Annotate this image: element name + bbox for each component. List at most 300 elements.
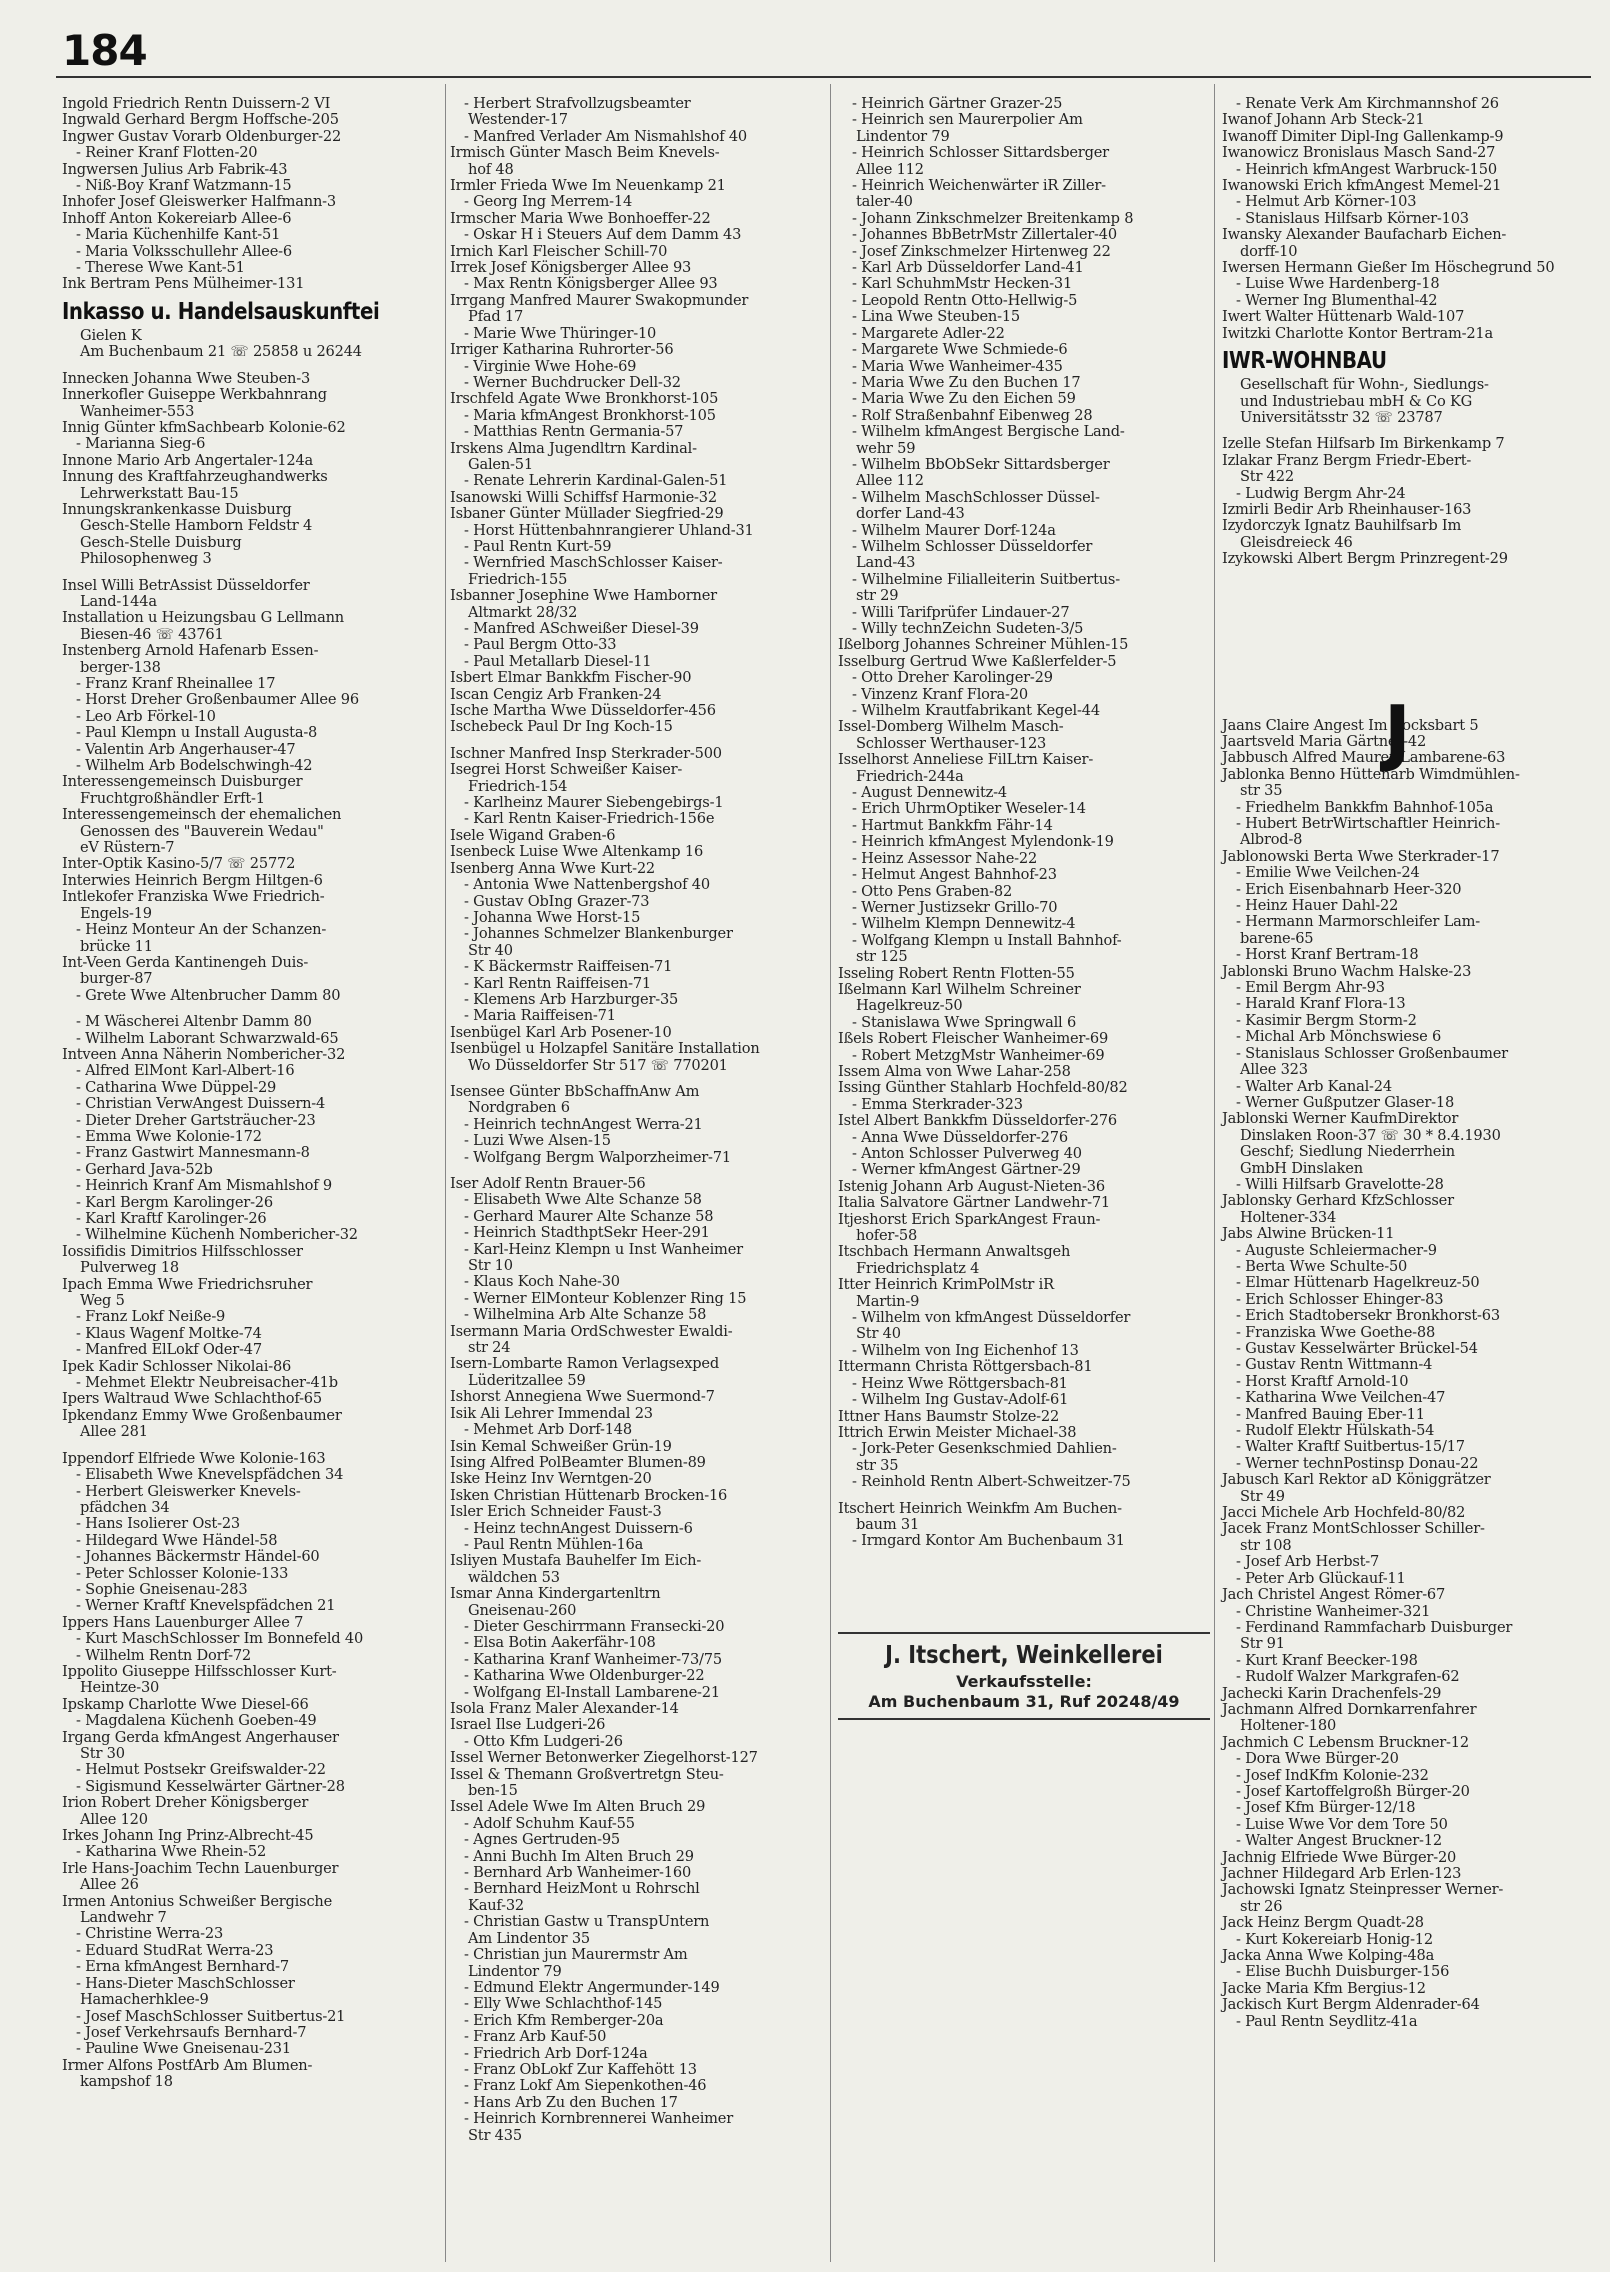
directory-entry: Irmer Alfons PostfArb Am Blumen- (62, 2056, 313, 2074)
directory-entry: - Josef MaschSchlosser Suitbertus-21 (76, 2007, 346, 2025)
directory-entry: - Karl Bergm Karolinger-26 (76, 1193, 273, 1211)
directory-entry: - Dieter Geschirrmann Fransecki-20 (464, 1617, 725, 1635)
directory-entry: Wanheimer-553 (80, 402, 195, 420)
directory-entry: - Paul Rentn Kurt-59 (464, 537, 612, 555)
directory-entry: Italia Salvatore Gärtner Landwehr-71 (838, 1194, 1111, 1212)
directory-entry: Irskens Alma Jugendltrn Kardinal- (450, 439, 697, 457)
directory-entry: - Heinz Wwe Röttgersbach-81 (852, 1374, 1068, 1392)
directory-entry: - Gustav Kesselwärter Brückel-54 (1236, 1340, 1478, 1357)
directory-entry: - Wilhelmina Arb Alte Schanze 58 (464, 1306, 707, 1324)
directory-entry: - Kurt Kranf Beecker-198 (1236, 1651, 1418, 1669)
directory-entry: Isern-Lombarte Ramon Verlagsexped (450, 1355, 719, 1373)
directory-entry: Isselburg Gertrud Wwe Kaßlerfelder-5 (838, 652, 1117, 670)
directory-entry: - Manfred Verlader Am Nismahlshof 40 (464, 127, 748, 145)
directory-entry: Irion Robert Dreher Königsberger (62, 1794, 309, 1812)
directory-entry: Jablonski Bruno Wachm Halske-23 (1222, 962, 1472, 980)
directory-entry: - Walter Kraftf Suitbertus-15/17 (1236, 1438, 1465, 1456)
directory-entry: - Magdalena Küchenh Goeben-49 (76, 1712, 317, 1730)
directory-entry: Irrek Josef Königsberger Allee 93 (450, 259, 692, 277)
directory-entry: - Renate Lehrerin Kardinal-Galen-51 (464, 472, 728, 490)
directory-entry: - M Wäscherei Altenbr Damm 80 (76, 1013, 312, 1031)
directory-entry: Ingwer Gustav Vorarb Oldenburger-22 (62, 127, 342, 145)
directory-entry: - Werner Kraftf Knevelspfädchen 21 (76, 1597, 336, 1615)
directory-entry: - Margarete Wwe Schmiede-6 (852, 341, 1068, 359)
directory-entry: str 108 (1240, 1536, 1292, 1554)
directory-entry: Ittermann Christa Röttgersbach-81 (838, 1358, 1093, 1376)
directory-entry: Isbanner Josephine Wwe Hamborner (450, 587, 717, 605)
directory-entry: Allee 112 (856, 472, 924, 490)
directory-entry: - Leopold Rentn Otto-Hellwig-5 (852, 291, 1078, 309)
directory-entry: Iwanof Johann Arb Steck-21 (1222, 111, 1425, 129)
directory-entry: - Wilhelm Arb Bodelschwingh-42 (76, 757, 313, 775)
directory-entry: - Luise Wwe Hardenberg-18 (1236, 275, 1440, 293)
directory-entry: Fruchtgroßhändler Erft-1 (80, 789, 265, 807)
directory-entry: Str 435 (468, 2126, 522, 2144)
directory-entry: - Hildegard Wwe Händel-58 (76, 1531, 278, 1549)
directory-column-2 (450, 96, 820, 2144)
directory-entry: Iwansky Alexander Baufacharb Eichen- (1222, 226, 1507, 244)
directory-entry: Interessengemeinsch der ehemalichen (62, 806, 342, 824)
directory-entry: Ipskamp Charlotte Wwe Diesel-66 (62, 1695, 309, 1713)
directory-entry: - Stanislawa Wwe Springwall 6 (852, 1013, 1077, 1031)
directory-entry: - Karl SchuhmMstr Hecken-31 (852, 275, 1073, 293)
directory-entry: Jachnig Elfriede Wwe Bürger-20 (1222, 1848, 1457, 1866)
directory-entry: - Wernfried MaschSchlosser Kaiser- (464, 554, 723, 572)
directory-entry: Land-43 (856, 554, 916, 572)
directory-entry: Dinslaken Roon-37 ☏ 30 * 8.4.1930 (1240, 1126, 1501, 1144)
directory-entry: - Wolfgang Klempn u Install Bahnhof- (852, 931, 1122, 949)
directory-entry: Iscan Cengiz Arb Franken-24 (450, 685, 662, 703)
directory-entry: Geschf; Siedlung Niederrhein (1240, 1143, 1455, 1161)
directory-entry: Istel Albert Bankkfm Düsseldorfer-276 (838, 1112, 1118, 1130)
directory-entry: - Irmgard Kontor Am Buchenbaum 31 (852, 1532, 1125, 1550)
directory-entry: - Christian VerwAngest Duissern-4 (76, 1095, 326, 1113)
directory-entry: Ische Martha Wwe Düsseldorfer-456 (450, 702, 716, 720)
directory-entry: Itschbach Hermann Anwaltsgeh (838, 1243, 1071, 1261)
directory-entry: Ipach Emma Wwe Friedrichsruher (62, 1275, 313, 1293)
directory-entry: Innerkofler Guiseppe Werkbahnrang (62, 386, 327, 404)
directory-entry: Izykowski Albert Bergm Prinzregent-29 (1222, 550, 1508, 568)
directory-entry: Intlekofer Franziska Wwe Friedrich- (62, 888, 325, 906)
directory-entry: - Valentin Arb Angerhauser-47 (76, 740, 296, 758)
directory-entry: hof 48 (468, 160, 514, 178)
directory-entry: Engels-19 (80, 904, 152, 922)
directory-entry: Jachmich C Lebensm Bruckner-12 (1222, 1733, 1469, 1751)
directory-entry: Iser Adolf Rentn Brauer-56 (450, 1175, 646, 1192)
directory-entry: - Agnes Gertruden-95 (464, 1831, 621, 1849)
directory-entry: - Jork-Peter Gesenkschmied Dahlien- (852, 1440, 1117, 1458)
directory-entry: Isbert Elmar Bankkfm Fischer-90 (450, 669, 692, 687)
directory-entry: wehr 59 (856, 439, 916, 457)
directory-entry: Iske Heinz Inv Werntgen-20 (450, 1470, 652, 1488)
directory-entry: Iwert Walter Hüttenarb Wald-107 (1222, 308, 1465, 326)
directory-entry: Ischner Manfred Insp Sterkrader-500 (450, 744, 722, 762)
directory-entry: Itjeshorst Erich SparkAngest Fraun- (838, 1210, 1101, 1228)
directory-entry: Ippers Hans Lauenburger Allee 7 (62, 1613, 304, 1631)
directory-entry: - Willi Tarifprüfer Lindauer-27 (852, 603, 1070, 621)
directory-entry: - Erich Kfm Remberger-20a (464, 2011, 664, 2029)
directory-entry: Hagelkreuz-50 (856, 997, 963, 1015)
directory-entry: Friedrich-155 (468, 570, 568, 588)
directory-entry: Friedrich-154 (468, 777, 568, 795)
directory-entry: Isele Wigand Graben-6 (450, 826, 616, 844)
directory-entry: Allee 26 (80, 1876, 139, 1894)
directory-column-3 (838, 96, 1208, 1550)
directory-entry: Lüderitzallee 59 (468, 1371, 586, 1389)
directory-entry: - Margarete Adler-22 (852, 324, 1005, 342)
directory-entry: Ink Bertram Pens Mülheimer-131 (62, 275, 305, 293)
directory-entry: Issel Adele Wwe Im Alten Bruch 29 (450, 1798, 706, 1816)
directory-entry: - Heinrich Kranf Am Mismahlshof 9 (76, 1177, 332, 1195)
directory-entry: - Klaus Wagenf Moltke-74 (76, 1324, 262, 1342)
directory-entry: Isin Kemal Schweißer Grün-19 (450, 1437, 672, 1455)
directory-entry: Ingwersen Julius Arb Fabrik-43 (62, 160, 288, 178)
directory-entry: - Auguste Schleiermacher-9 (1236, 1241, 1437, 1259)
directory-entry: Isegrei Horst Schweißer Kaiser- (450, 761, 683, 779)
directory-entry: - Elisabeth Wwe Knevelspfädchen 34 (76, 1466, 344, 1484)
directory-entry: - Luzi Wwe Alsen-15 (464, 1132, 611, 1150)
directory-entry: - Heinz Assessor Nahe-22 (852, 849, 1038, 867)
directory-entry: Ipkendanz Emmy Wwe Großenbaumer (62, 1406, 342, 1424)
directory-entry: Lindentor 79 (856, 127, 950, 145)
directory-entry: Isensee Günter BbSchaffnAnw Am (450, 1082, 700, 1100)
directory-entry: - Stanislaus Hilfsarb Körner-103 (1236, 209, 1469, 227)
directory-entry: Irkes Johann Ing Prinz-Albrecht-45 (62, 1827, 314, 1845)
directory-entry: - Hubert BetrWirtschaftler Heinrich- (1236, 815, 1500, 832)
directory-entry: - Erich Schlosser Ehinger-83 (1236, 1290, 1444, 1308)
directory-entry: Izelle Stefan Hilfsarb Im Birkenkamp 7 (1222, 435, 1505, 453)
directory-entry: - Elsa Botin Aakerfähr-108 (464, 1634, 656, 1652)
directory-entry: - Luise Wwe Vor dem Tore 50 (1236, 1815, 1448, 1833)
directory-entry: - Hans Arb Zu den Buchen 17 (464, 2093, 678, 2111)
directory-entry: - Herbert Strafvollzugsbeamter (464, 95, 691, 112)
directory-entry: - Werner Justizsekr Grillo-70 (852, 898, 1058, 916)
directory-entry: Allee 281 (80, 1423, 148, 1441)
directory-entry: Isbaner Günter Müllader Siegfried-29 (450, 505, 724, 523)
directory-entry: Ingwald Gerhard Bergm Hoffsche-205 (62, 111, 339, 129)
directory-entry: - Max Rentn Königsberger Allee 93 (464, 275, 718, 293)
directory-entry: - Bernhard HeizMont u Rohrschl (464, 1880, 700, 1898)
directory-entry: Friedrichsplatz 4 (856, 1259, 980, 1277)
directory-entry: Isler Erich Schneider Faust-3 (450, 1503, 662, 1521)
directory-entry: - Franz ObLokf Zur Kaffehött 13 (464, 2060, 697, 2078)
directory-entry: - Sigismund Kesselwärter Gärtner-28 (76, 1777, 345, 1795)
directory-entry: - Horst Hüttenbahnrangierer Uhland-31 (464, 521, 754, 539)
directory-entry: - Heinrich StadthptSekr Heer-291 (464, 1224, 710, 1242)
directory-entry: Iwersen Hermann Gießer Im Höschegrund 50 (1222, 259, 1555, 277)
directory-entry: Iwanowski Erich kfmAngest Memel-21 (1222, 177, 1502, 195)
directory-entry: Ingold Friedrich Rentn Duissern-2 VI (62, 95, 331, 112)
directory-entry: - Wilhelm Laborant Schwarzwald-65 (76, 1029, 339, 1047)
directory-entry: - Manfred ElLokf Oder-47 (76, 1341, 262, 1359)
directory-entry: Jack Heinz Bergm Quadt-28 (1222, 1914, 1424, 1932)
directory-entry: - Dieter Dreher Gartsträucher-23 (76, 1111, 316, 1129)
directory-entry: - Sophie Gneisenau-283 (76, 1580, 248, 1598)
directory-entry: Insel Willi BetrAssist Düsseldorfer (62, 576, 310, 594)
directory-entry: - Walter Arb Kanal-24 (1236, 1077, 1392, 1095)
ad-line1: Verkaufsstelle: (956, 1672, 1092, 1691)
directory-entry: - Marie Wwe Thüringer-10 (464, 324, 657, 342)
directory-entry: - Rudolf Elektr Hülskath-54 (1236, 1422, 1435, 1440)
directory-entry: - Alfred ElMont Karl-Albert-16 (76, 1062, 295, 1080)
directory-entry: - Oskar H i Steuers Auf dem Damm 43 (464, 226, 742, 244)
directory-entry: - Rudolf Walzer Markgrafen-62 (1236, 1668, 1460, 1686)
directory-entry: Issem Alma von Wwe Lahar-258 (838, 1062, 1071, 1080)
directory-entry: - Peter Arb Glückauf-11 (1236, 1569, 1406, 1587)
directory-entry: Jacci Michele Arb Hochfeld-80/82 (1222, 1504, 1466, 1522)
directory-entry: - Wilhelm von kfmAngest Düsseldorfer (852, 1309, 1131, 1327)
directory-entry: Ittrich Erwin Meister Michael-38 (838, 1423, 1077, 1441)
directory-entry: - Willy technZeichn Sudeten-3/5 (852, 620, 1084, 637)
directory-entry: Pfad 17 (468, 308, 524, 326)
directory-entry: Jabs Alwine Brücken-11 (1222, 1225, 1395, 1243)
directory-entry: - Heinrich kfmAngest Mylendonk-19 (852, 833, 1114, 851)
directory-entry: Gneisenau-260 (468, 1601, 577, 1619)
directory-entry: Iossifidis Dimitrios Hilfsschlosser (62, 1242, 303, 1260)
directory-entry: - Harald Kranf Flora-13 (1236, 995, 1406, 1013)
directory-entry: - Gerhard Maurer Alte Schanze 58 (464, 1207, 714, 1225)
directory-entry: eV Rüstern-7 (80, 839, 175, 857)
directory-entry: - Heinrich Gärtner Grazer-25 (852, 95, 1063, 112)
directory-entry: Ißelborg Johannes Schreiner Mühlen-15 (838, 636, 1129, 654)
directory-entry: - August Dennewitz-4 (852, 784, 1007, 802)
directory-entry: str 125 (856, 948, 908, 966)
directory-entry: - Willi Hilfsarb Gravelotte-28 (1236, 1175, 1444, 1193)
directory-entry: Instenberg Arnold Hafenarb Essen- (62, 642, 319, 660)
directory-entry: - Paul Rentn Seydlitz-41a (1236, 2012, 1418, 2030)
directory-entry: - Franz Kranf Rheinallee 17 (76, 675, 276, 692)
column-divider (830, 84, 831, 2262)
directory-entry: - Erna kfmAngest Bernhard-7 (76, 1958, 289, 1976)
directory-entry: Jablonsky Gerhard KfzSchlosser (1222, 1192, 1454, 1210)
directory-entry: - Franz Arb Kauf-50 (464, 2028, 607, 2046)
directory-entry: Interessengemeinsch Duisburger (62, 773, 303, 791)
directory-entry: - Heinrich Schlosser Sittardsberger (852, 144, 1109, 162)
directory-entry: Ittner Hans Baumstr Stolze-22 (838, 1407, 1060, 1425)
directory-entry: Inhofer Josef Gleiswerker Halfmann-3 (62, 193, 336, 211)
directory-entry: - Christian jun Maurermstr Am (464, 1946, 688, 1964)
directory-entry: Irrgang Manfred Maurer Swakopmunder (450, 291, 749, 309)
directory-entry: - Karl Rentn Raiffeisen-71 (464, 974, 652, 992)
directory-entry: hofer-58 (856, 1227, 918, 1245)
directory-entry: Iwanoff Dimiter Dipl-Ing Gallenkamp-9 (1222, 127, 1504, 145)
directory-entry: - Peter Schlosser Kolonie-133 (76, 1564, 289, 1582)
directory-entry: - Werner ElMonteur Koblenzer Ring 15 (464, 1289, 747, 1307)
directory-entry: - Josef Kfm Bürger-12/18 (1236, 1799, 1416, 1817)
directory-entry: - Johanna Wwe Horst-15 (464, 908, 641, 926)
directory-entry: Irmler Frieda Wwe Im Neuenkamp 21 (450, 177, 726, 195)
directory-entry: Jaartsveld Maria Gärtner-42 (1222, 732, 1427, 750)
page-number: 184 (62, 26, 147, 75)
directory-entry: - Katharina Wwe Veilchen-47 (1236, 1389, 1446, 1407)
directory-entry: - Josef IndKfm Kolonie-232 (1236, 1766, 1429, 1784)
directory-entry: Gesch-Stelle Hamborn Feldstr 4 (80, 517, 313, 535)
directory-entry: Isliyen Mustafa Bauhelfer Im Eich- (450, 1552, 702, 1570)
directory-entry: Inhoff Anton Kokereiarb Allee-6 (62, 209, 292, 227)
directory-entry: Inter-Optik Kasino-5/7 ☏ 25772 (62, 855, 296, 873)
directory-entry: - Erich Stadtobersekr Bronkhorst-63 (1236, 1307, 1500, 1325)
directory-entry: - Pauline Wwe Gneisenau-231 (76, 2040, 291, 2058)
directory-entry: - Gustav ObIng Grazer-73 (464, 892, 650, 910)
directory-entry: - Georg Ing Merrem-14 (464, 193, 633, 211)
directory-entry: - Stanislaus Schlosser Großenbaumer (1236, 1044, 1508, 1062)
directory-entry: - Maria Volksschullehr Allee-6 (76, 242, 292, 260)
directory-entry: - Klaus Koch Nahe-30 (464, 1273, 620, 1291)
directory-entry: Ismar Anna Kindergartenltrn (450, 1585, 661, 1603)
directory-entry: Gesellschaft für Wohn-, Siedlungs- (1240, 376, 1489, 394)
directory-entry: - Josef Zinkschmelzer Hirtenweg 22 (852, 242, 1111, 260)
directory-entry: Issel-Domberg Wilhelm Masch- (838, 718, 1064, 736)
directory-entry: Jaans Claire Angest Im Bocksbart 5 (1222, 716, 1479, 734)
directory-entry: - Ferdinand Rammfacharb Duisburger (1236, 1618, 1513, 1636)
directory-entry: Kauf-32 (468, 1896, 524, 1914)
directory-entry: Int-Veen Gerda Kantinengeh Duis- (62, 953, 309, 971)
directory-entry: - Elmar Hüttenarb Hagelkreuz-50 (1236, 1274, 1480, 1292)
directory-entry: - Horst Dreher Großenbaumer Allee 96 (76, 691, 359, 709)
directory-entry: GmbH Dinslaken (1240, 1159, 1363, 1177)
directory-entry: Jacka Anna Wwe Kolping-48a (1222, 1947, 1435, 1965)
directory-entry: Innungskrankenkasse Duisburg (62, 500, 292, 518)
directory-entry: - Leo Arb Förkel-10 (76, 707, 216, 725)
directory-entry: - Maria kfmAngest Bronkhorst-105 (464, 406, 716, 424)
directory-entry: Irgang Gerda kfmAngest Angerhauser (62, 1728, 339, 1746)
directory-entry: - Catharina Wwe Düppel-29 (76, 1078, 277, 1096)
directory-entry: - Heinz Monteur An der Schanzen- (76, 921, 327, 939)
directory-entry: - Reiner Kranf Flotten-20 (76, 144, 258, 162)
directory-entry: Innig Günter kfmSachbearb Kolonie-62 (62, 418, 346, 436)
directory-entry: - Karl Arb Düsseldorfer Land-41 (852, 259, 1084, 277)
directory-entry: - Emma Sterkrader-323 (852, 1095, 1023, 1113)
directory-entry: - Michal Arb Mönchswiese 6 (1236, 1028, 1442, 1046)
directory-entry: Str 49 (1240, 1487, 1285, 1505)
directory-entry: dorfer Land-43 (856, 505, 965, 523)
column-divider (1214, 84, 1215, 2262)
directory-entry: str 24 (468, 1339, 511, 1357)
directory-entry: - Katharina Kranf Wanheimer-73/75 (464, 1650, 722, 1668)
directory-entry: Galen-51 (468, 455, 533, 473)
directory-entry: wäldchen 53 (468, 1568, 560, 1586)
directory-entry: Albrod-8 (1240, 831, 1303, 849)
directory-entry: Lehrwerkstatt Bau-15 (80, 484, 239, 502)
directory-entry: berger-138 (80, 658, 161, 676)
directory-entry: - Erich UhrmOptiker Weseler-14 (852, 800, 1086, 818)
directory-entry: Westender-17 (468, 111, 568, 129)
directory-entry: - Heinz technAngest Duissern-6 (464, 1519, 693, 1537)
directory-entry: - Elly Wwe Schlachthof-145 (464, 1995, 663, 2013)
directory-entry: - Otto Pens Graben-82 (852, 882, 1013, 900)
directory-entry: - Edmund Elektr Angermunder-149 (464, 1978, 720, 1996)
directory-entry: - Therese Wwe Kant-51 (76, 259, 245, 277)
directory-column-1 (62, 96, 457, 2091)
section-heading: IWR-WOHNBAU (1222, 348, 1387, 375)
directory-entry: - Mehmet Elektr Neubreisacher-41b (76, 1374, 338, 1392)
ad-line2: Am Buchenbaum 31, Ruf 20248/49 (868, 1692, 1180, 1711)
directory-entry: - Wilhelm Schlosser Düsseldorfer (852, 537, 1093, 555)
ad-title: J. Itschert, Weinkellerei (885, 1640, 1163, 1669)
directory-entry: Irnich Karl Fleischer Schill-70 (450, 242, 668, 260)
directory-entry: - Reinhold Rentn Albert-Schweitzer-75 (852, 1473, 1131, 1491)
directory-entry: Irmen Antonius Schweißer Bergische (62, 1892, 333, 1910)
directory-entry: Jablonski Werner KaufmDirektor (1222, 1110, 1459, 1128)
directory-entry: Str 40 (468, 941, 513, 959)
directory-entry: - Paul Klempn u Install Augusta-8 (76, 724, 318, 742)
directory-entry: Biesen-46 ☏ 43761 (80, 625, 224, 643)
directory-entry: Isanowski Willi Schiffsf Harmonie-32 (450, 488, 717, 506)
directory-entry: Installation u Heizungsbau G Lellmann (62, 609, 344, 627)
directory-entry: Lindentor 79 (468, 1962, 562, 1980)
directory-entry: Str 30 (80, 1745, 125, 1762)
directory-entry: Irschfeld Agate Wwe Bronkhorst-105 (450, 390, 719, 408)
directory-entry: - Maria Küchenhilfe Kant-51 (76, 226, 281, 244)
directory-entry: - Heinrich technAngest Werra-21 (464, 1115, 703, 1133)
directory-entry: Str 10 (468, 1257, 513, 1275)
directory-entry: Intveen Anna Näherin Nombericher-32 (62, 1045, 346, 1063)
directory-entry: - Heinrich kfmAngest Warbruck-150 (1236, 160, 1497, 178)
directory-entry: dorff-10 (1240, 242, 1298, 260)
directory-entry: Jacek Franz MontSchlosser Schiller- (1222, 1520, 1485, 1538)
directory-entry: Irmscher Maria Wwe Bonhoeffer-22 (450, 209, 711, 227)
directory-entry: Jachecki Karin Drachenfels-29 (1222, 1684, 1442, 1702)
directory-entry: Ipers Waltraud Wwe Schlachthof-65 (62, 1390, 322, 1408)
directory-entry: - Josef Verkehrsaufs Bernhard-7 (76, 2023, 307, 2041)
directory-entry: Altmarkt 28/32 (468, 603, 578, 621)
directory-entry: Ischebeck Paul Dr Ing Koch-15 (450, 718, 673, 736)
directory-entry: Am Buchenbaum 21 ☏ 25858 u 26244 (80, 343, 362, 361)
directory-entry: Isenbügel u Holzapfel Sanitäre Installation (450, 1040, 760, 1058)
directory-entry: Innung des Kraftfahrzeughandwerks (62, 468, 328, 486)
directory-entry: Israel Ilse Ludgeri-26 (450, 1716, 606, 1734)
directory-entry: Isenbeck Luise Wwe Altenkamp 16 (450, 843, 704, 861)
directory-entry: str 29 (856, 587, 899, 605)
directory-entry: Gesch-Stelle Duisburg (80, 533, 242, 551)
directory-entry: - Gerhard Java-52b (76, 1160, 213, 1178)
directory-entry: - Lina Wwe Steuben-15 (852, 308, 1021, 326)
directory-entry: - Franz Gastwirt Mannesmann-8 (76, 1144, 310, 1162)
directory-entry: Allee 120 (80, 1810, 148, 1828)
directory-entry: Jabbusch Alfred Maurer Lambarene-63 (1222, 749, 1506, 767)
directory-entry: Ißelmann Karl Wilhelm Schreiner (838, 980, 1081, 998)
directory-entry: - Matthias Rentn Germania-57 (464, 423, 684, 441)
directory-entry: - Johannes Bäckermstr Händel-60 (76, 1548, 320, 1566)
directory-entry: - Maria Raiffeisen-71 (464, 1007, 616, 1025)
directory-entry: - Friedrich Arb Dorf-124a (464, 2044, 648, 2062)
directory-entry: - Helmut Arb Körner-103 (1236, 193, 1417, 211)
directory-entry: Irle Hans-Joachim Techn Lauenburger (62, 1859, 339, 1877)
directory-entry: Iwitzki Charlotte Kontor Bertram-21a (1222, 324, 1494, 342)
directory-entry: Jabusch Karl Rektor aD Königgrätzer (1222, 1471, 1491, 1489)
section-letter: J (1384, 690, 1411, 774)
directory-entry: - Eduard StudRat Werra-23 (76, 1941, 274, 1959)
directory-entry: Str 91 (1240, 1635, 1285, 1653)
directory-entry: - Rolf Straßenbahnf Eibenweg 28 (852, 406, 1093, 424)
itschert-advertisement (838, 1632, 1210, 1720)
directory-entry: Jachowski Ignatz Steinpresser Werner- (1222, 1881, 1504, 1899)
directory-entry: Izmirli Bedir Arb Rheinhauser-163 (1222, 500, 1472, 518)
directory-entry: - Wilhelmine Küchenh Nombericher-32 (76, 1226, 358, 1244)
directory-entry: - Heinrich Weichenwärter iR Ziller- (852, 177, 1106, 195)
directory-entry: Universitätsstr 32 ☏ 23787 (1240, 408, 1443, 426)
directory-entry: Isenbügel Karl Arb Posener-10 (450, 1023, 672, 1041)
directory-entry: Nordgraben 6 (468, 1099, 570, 1117)
directory-entry: str 35 (1240, 782, 1283, 800)
directory-entry: - Werner technPostinsp Donau-22 (1236, 1454, 1479, 1472)
directory-entry: - Paul Bergm Otto-33 (464, 636, 617, 654)
directory-entry: - Anna Wwe Düsseldorfer-276 (852, 1128, 1068, 1146)
directory-entry: - Heinz Hauer Dahl-22 (1236, 897, 1399, 915)
directory-entry: Gleisdreieck 46 (1240, 533, 1353, 551)
directory-entry: - Grete Wwe Altenbrucher Damm 80 (76, 986, 341, 1004)
directory-entry: - Dora Wwe Bürger-20 (1236, 1750, 1399, 1768)
